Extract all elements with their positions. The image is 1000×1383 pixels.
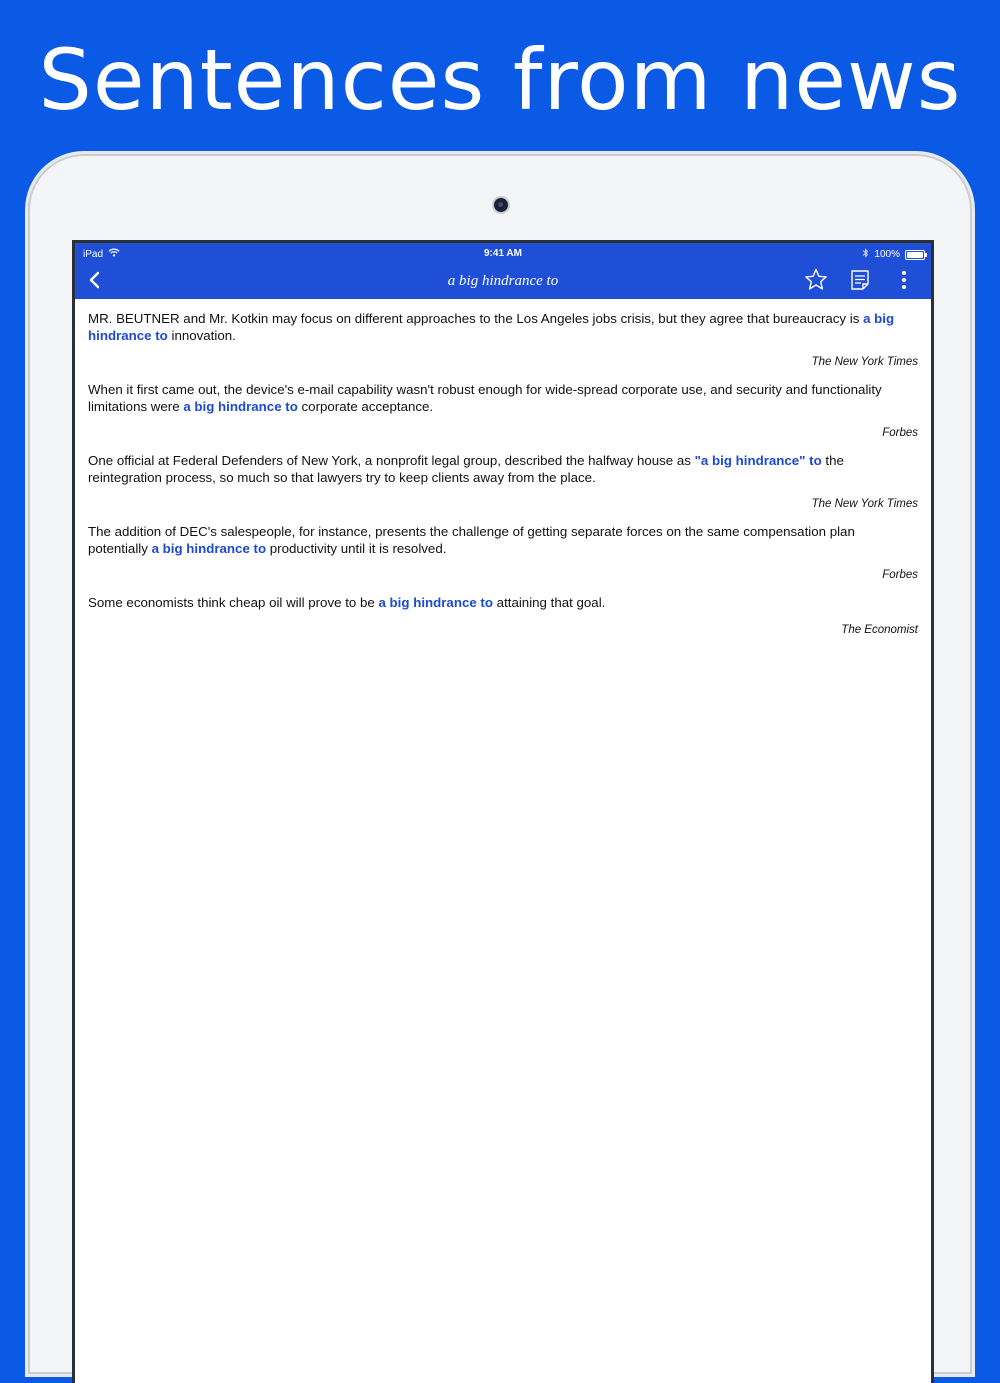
sentence-before: MR. BEUTNER and Mr. Kotkin may focus on different approaches to the Los Angeles jobs crisis, but they agree that bureaucracy is	[88, 311, 864, 326]
status-time: 9:41 AM	[484, 248, 522, 259]
list-item	[88, 453, 918, 510]
source-label: The New York Times	[811, 356, 918, 368]
navigation-bar	[75, 265, 931, 299]
battery-fill	[907, 252, 923, 258]
source-label: The Economist	[841, 623, 918, 636]
nav-actions	[803, 269, 917, 295]
favorite-button[interactable]	[803, 269, 829, 295]
sentence-list	[75, 299, 931, 636]
source-label: Forbes	[882, 427, 918, 439]
source-label: Forbes	[882, 569, 918, 581]
sentence-before: One official at Federal Defenders of New York, a nonprofit legal group, described the halfway house as	[88, 453, 695, 468]
battery-icon	[905, 250, 925, 260]
app-screen	[72, 240, 934, 1383]
notes-button[interactable]	[847, 269, 873, 295]
sentence-text	[88, 524, 918, 557]
bluetooth-icon	[862, 248, 869, 261]
sentence-before: Some economists think cheap oil will prove to be	[88, 595, 379, 610]
more-options-button[interactable]	[891, 269, 917, 295]
list-item	[88, 595, 918, 636]
status-right	[862, 248, 925, 261]
sentence-after: innovation.	[167, 327, 236, 343]
promo-headline: Sentences from news	[38, 31, 962, 129]
device-label: iPad	[83, 248, 104, 260]
ipad-frame	[28, 154, 972, 1374]
sentence-text	[88, 382, 918, 415]
status-bar	[75, 243, 931, 265]
sentence-after: corporate acceptance.	[297, 398, 434, 414]
highlighted-phrase: "a big hindrance" to	[694, 453, 822, 468]
sentence-text	[88, 595, 918, 612]
front-camera	[494, 198, 508, 212]
sentence-before: The addition of DEC's salespeople, for instance, presents the challenge of getting separate forces on the same compensation plan potentially	[88, 524, 855, 556]
highlighted-phrase: a big hindrance to	[183, 398, 298, 414]
nav-title: a big hindrance to	[447, 273, 559, 289]
list-item	[88, 311, 918, 368]
sentence-before: When it first came out, the device's e-mail capability wasn't robust enough for wide-spread corporate use, and security and functionality limitations were	[88, 382, 882, 414]
source-label: The New York Times	[811, 498, 918, 510]
highlighted-phrase: a big hindrance to	[378, 595, 493, 610]
more-vertical-icon	[901, 270, 907, 295]
sentence-after: the reintegration process, so much so that lawyers try to keep clients away from the place.	[88, 453, 844, 485]
highlighted-phrase: a big hindrance to	[88, 311, 895, 343]
note-icon	[850, 269, 870, 296]
sentence-text	[88, 453, 918, 486]
list-item	[88, 382, 918, 439]
sentence-after: productivity until it is resolved.	[266, 540, 447, 556]
sentence-text	[88, 311, 918, 344]
star-icon	[804, 268, 828, 296]
highlighted-phrase: a big hindrance to	[151, 540, 267, 556]
sentence-after: attaining that goal.	[492, 595, 606, 610]
list-item	[88, 524, 918, 581]
battery-percent: 100%	[874, 249, 900, 260]
